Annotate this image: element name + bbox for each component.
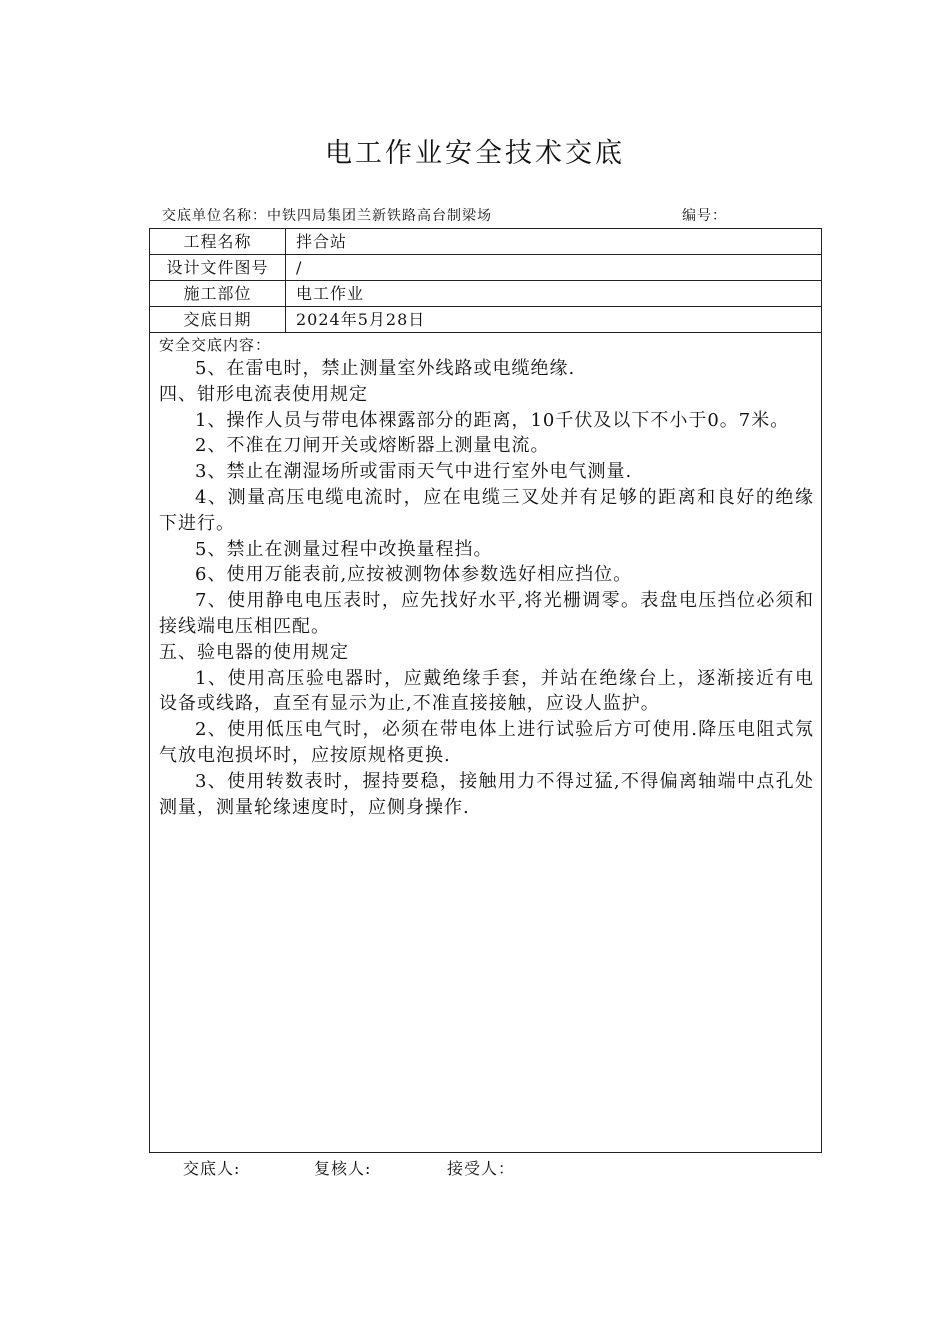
- content-paragraph: 2、使用低压电气时，必须在带电体上进行试验后方可使用.降压电阻式氖气放电泡损坏时，应按原规格更换.: [159, 719, 814, 766]
- field-value: 拌合站: [296, 232, 348, 251]
- field-row-project-name: [150, 229, 821, 255]
- handover-unit: 交底单位名称：中铁四局集团兰新铁路高台制梁场: [162, 208, 492, 224]
- section-heading: 五、验电器的使用规定: [159, 641, 349, 663]
- content-paragraph: 3、使用转数表时，握持要稳，接触用力不得过猛,不得偏离轴端中点孔处测量，测量轮缘速度时，应侧身操作.: [159, 770, 814, 818]
- content-paragraph: 3、禁止在潮湿场所或雷雨天气中进行室外电气测量.: [195, 461, 633, 483]
- section-heading: 四、钳形电流表使用规定: [159, 383, 368, 405]
- content-paragraph: 4、测量高压电缆电流时，应在电缆三叉处并有足够的距离和良好的绝缘下进行。: [159, 486, 814, 534]
- safety-content: [159, 334, 814, 820]
- field-row-drawing-number: [150, 255, 821, 281]
- content-paragraph: 5、禁止在测量过程中改换量程挡。: [195, 538, 493, 560]
- disclosure-table: [149, 228, 822, 1153]
- field-label: 工程名称: [150, 229, 286, 254]
- content-paragraph: 1、使用高压验电器时，应戴绝缘手套，并站在绝缘台上，逐渐接近有电设备或线路，直至有显示为止,不准直接接触，应设人监护。: [159, 667, 814, 715]
- field-row-date: [150, 307, 821, 333]
- content-paragraph: 5、在雷电时，禁止测量室外线路或电缆绝缘.: [195, 358, 576, 379]
- content-paragraph: 7、使用静电电压表时，应先找好水平,将光栅调零。表盘电压挡位必须和接线端电压相匹配。: [159, 590, 814, 637]
- content-label: 安全交底内容：: [159, 336, 272, 354]
- field-value: /: [296, 258, 303, 277]
- field-label: 交底日期: [150, 307, 286, 332]
- field-value: 电工作业: [296, 284, 365, 303]
- document-title: 电工作业安全技术交底: [325, 138, 625, 169]
- field-value: 2024年5月28日: [296, 310, 426, 329]
- content-paragraph: 6、使用万能表前,应按被测物体参数选好相应挡位。: [195, 564, 633, 586]
- content-paragraph: 2、不准在刀闸开关或熔断器上测量电流。: [195, 435, 550, 457]
- field-label: 设计文件图号: [150, 255, 286, 280]
- field-row-construction-part: [150, 281, 821, 307]
- document-number-label: 编号：: [682, 208, 727, 224]
- content-paragraph: 1、操作人员与带电体裸露部分的距离，10千伏及以下不小于0。7米。: [195, 409, 790, 431]
- reviewer-label: 复核人:: [314, 1159, 372, 1178]
- handover-person-label: 交底人:: [183, 1159, 241, 1178]
- receiver-label: 接受人：: [447, 1159, 516, 1178]
- field-label: 施工部位: [150, 281, 286, 306]
